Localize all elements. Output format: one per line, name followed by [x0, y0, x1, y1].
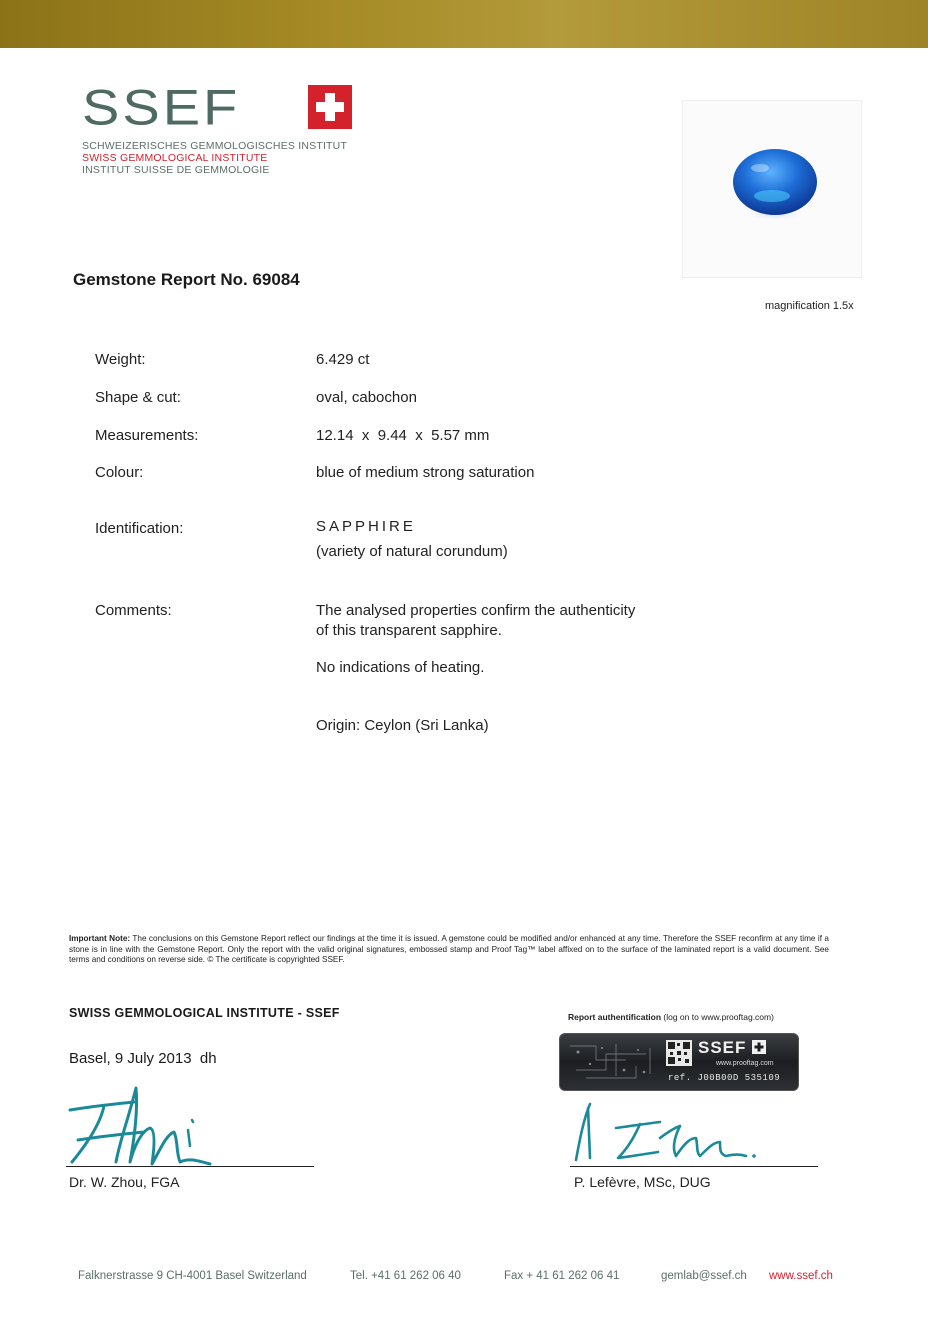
footer-website[interactable]: www.ssef.ch [769, 1270, 833, 1282]
auth-label [568, 1012, 774, 1022]
footer-address: Falknerstrasse 9 CH-4001 Basel Switzerland [78, 1270, 307, 1282]
footer-fax: Fax + 41 61 262 06 41 [504, 1270, 620, 1282]
place-date: Basel, 9 July 2013 dh [69, 1050, 217, 1067]
signature-line-2 [570, 1166, 818, 1167]
proof-tag-brand-text: SSEF [698, 1038, 747, 1057]
auth-label-rest: (log on to www.prooftag.com) [661, 1012, 774, 1022]
important-note [69, 934, 829, 966]
comments-line-3: No indications of heating. [316, 659, 485, 676]
identification-label: Identification: [95, 520, 184, 537]
colour-value: blue of medium strong saturation [316, 464, 535, 481]
measurements-value: 12.14 x 9.44 x 5.57 mm [316, 427, 490, 444]
magnification-caption: magnification 1.5x [765, 300, 854, 312]
note-heading: Important Note: [69, 934, 131, 943]
proof-tag-ref: ref. J00B00D 535109 [668, 1073, 781, 1083]
signer-2-name: P. Lefèvre, MSc, DUG [574, 1174, 711, 1190]
note-text: The conclusions on this Gemstone Report reflect our findings at the time it is issued. A gemstone could be modified and/or enhanced at any time. Therefore the SSEF reconfirm at any time if a stone is in line with the Gemstone Report. Only the report with the valid original signatures, embossed stamp and Proof Tag™ label affixed on to the surface of the laminated report is a valid document. See terms and conditions on reverse side. © The certificate is copyrighted SSEF. [69, 934, 829, 964]
qr-code-icon [666, 1040, 692, 1066]
weight-label: Weight: [95, 351, 146, 368]
signature-line-1 [66, 1166, 314, 1167]
gold-header-band [0, 0, 928, 48]
sapphire-gem-image [730, 148, 820, 226]
footer-tel: Tel. +41 61 262 06 40 [350, 1270, 461, 1282]
institute-name: SWISS GEMMOLOGICAL INSTITUTE - SSEF [69, 1006, 340, 1020]
identification-value: SAPPHIRE [316, 518, 416, 535]
proof-tag-bubble-pattern [566, 1040, 658, 1082]
signer-1-name: Dr. W. Zhou, FGA [69, 1174, 180, 1190]
footer-email[interactable]: gemlab@ssef.ch [661, 1270, 747, 1282]
measurements-label: Measurements: [95, 427, 199, 444]
logo-wordmark: SSEF [82, 78, 241, 136]
ssef-logo [82, 78, 241, 138]
logo-line-german: SCHWEIZERISCHES GEMMOLOGISCHES INSTITUT [82, 140, 348, 152]
comments-label: Comments: [95, 602, 172, 619]
logo-line-english: SWISS GEMMOLOGICAL INSTITUTE [82, 152, 268, 164]
proof-tag-brand [698, 1038, 766, 1058]
swiss-cross-icon [308, 85, 352, 129]
origin-value: Origin: Ceylon (Sri Lanka) [316, 717, 489, 734]
swiss-cross-small-icon [752, 1040, 766, 1054]
shape-label: Shape & cut: [95, 389, 181, 406]
weight-value: 6.429 ct [316, 351, 370, 368]
shape-value: oval, cabochon [316, 389, 417, 406]
signature-lefevre [570, 1098, 770, 1170]
report-title: Gemstone Report No. 69084 [73, 270, 300, 289]
colour-label: Colour: [95, 464, 144, 481]
signature-zhou [64, 1080, 224, 1170]
identification-sub: (variety of natural corundum) [316, 543, 508, 560]
logo-line-french: INSTITUT SUISSE DE GEMMOLOGIE [82, 164, 270, 176]
auth-label-bold: Report authentification [568, 1012, 662, 1022]
comments-line-2: of this transparent sapphire. [316, 622, 502, 639]
comments-line-1: The analysed properties confirm the authenticity [316, 602, 636, 619]
proof-tag-url: www.prooftag.com [716, 1060, 774, 1067]
